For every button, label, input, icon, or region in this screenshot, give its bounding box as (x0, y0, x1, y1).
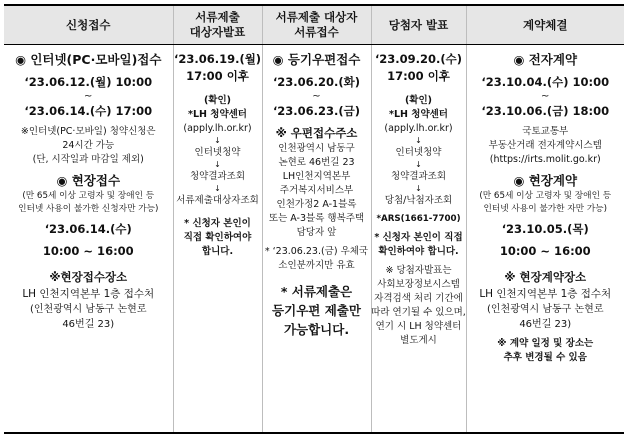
lh-center-url: (apply.lh.or.kr) (384, 123, 453, 134)
site-place-2: (인천광역시 남동구 논현로 (29, 304, 147, 315)
tilde: ~ (541, 91, 550, 102)
mail-address-5: 인천가정2 A-1블록 (276, 199, 357, 210)
cell-doc-submission (262, 45, 371, 434)
online-note-2: 24시간 가능 (62, 140, 115, 151)
lh-center-label: *LH 청약센터 (389, 109, 448, 120)
mail-end: ‘23.06.23.(금) (272, 104, 361, 118)
change-warning-2: 추후 변경될 수 있음 (503, 352, 587, 363)
online-note-3: (단, 시작일과 마감일 제외) (32, 154, 144, 165)
confirm-label: (확인) (404, 95, 433, 106)
winner-announce-time: 17:00 이후 (387, 69, 450, 83)
cell-application (4, 45, 173, 434)
contract-place-title: ※ 현장계약장소 (504, 270, 587, 284)
down-arrow-icon: ↓ (214, 184, 221, 193)
site-apply-title: ◉ 현장접수 (56, 173, 121, 188)
delay-note-1: ※ 당첨자발표는 (385, 265, 452, 276)
site-contract-note-2: 인터넷 사용이 불가한 자만 가능) (483, 204, 608, 214)
mail-only-note-1: * 서류제출은 (280, 284, 353, 299)
down-arrow-icon: ↓ (415, 136, 422, 145)
mail-only-note-2: 등기우편 제출만 (272, 303, 361, 318)
mail-start: ‘23.06.20.(화) (272, 75, 361, 89)
lh-center-label: *LH 청약센터 (188, 109, 247, 120)
header-row (4, 5, 624, 45)
ars-number: *ARS(1661-7700) (376, 214, 461, 224)
header-doc-submission: 서류제출 대상자 서류접수 (262, 5, 371, 45)
content-row (4, 45, 624, 434)
mail-address-6: 또는 A-3블록 행복주택 (268, 213, 365, 224)
tilde: ~ (84, 91, 93, 102)
self-check-note-3: 합니다. (201, 246, 234, 257)
down-arrow-icon: ↓ (415, 184, 422, 193)
header-doc-target-announce: 서류제출 대상자발표 (173, 5, 262, 45)
registered-mail-title: ◉ 등기우편접수 (272, 52, 361, 67)
schedule-table (4, 4, 624, 434)
org-name-1: 국토교통부 (522, 126, 569, 137)
online-end: ‘23.06.14.(수) 17:00 (24, 104, 153, 118)
mail-address-1: 인천광역시 남동구 (278, 143, 355, 154)
down-arrow-icon: ↓ (214, 160, 221, 169)
self-check-note-1: * 신청자 본인이 직접 (374, 232, 463, 243)
postmark-note-1: * ‘23.06.23.(금) 우체국 (264, 246, 369, 257)
site-place-title: ※현장접수장소 (49, 270, 128, 284)
mail-only-note-3: 가능합니다. (283, 322, 350, 337)
org-name-2: 부동산거래 전자계약시스템 (488, 140, 602, 151)
delay-note-4: 따라 연기될 수 있으며, (371, 307, 466, 318)
online-note-1: ※인터넷(PC·모바일) 청약신청은 (20, 126, 156, 137)
schedule-page (4, 4, 624, 434)
site-place-1: LH 인천지역본부 1층 접수처 (22, 288, 155, 300)
step-result-lookup: 청약결과조회 (390, 171, 447, 182)
site-contract-title: ◉ 현장계약 (513, 173, 578, 188)
site-contract-date: ‘23.10.05.(목) (501, 222, 589, 236)
contract-place-3: 46번길 23) (519, 319, 572, 330)
header-contract: 계약체결 (466, 5, 624, 45)
confirm-label: (확인) (203, 95, 232, 106)
header-application: 신청접수 (4, 5, 173, 45)
target-announce-time: 17:00 이후 (186, 69, 249, 83)
lh-center-url: (apply.lh.or.kr) (183, 123, 252, 134)
step-result-lookup: 청약결과조회 (189, 171, 246, 182)
self-check-note-2: 확인하여야 합니다. (378, 246, 459, 257)
delay-note-2: 사회보장정보시스템 (377, 279, 460, 290)
mail-address-title: ※ 우편접수주소 (275, 126, 358, 140)
target-announce-date: ‘23.06.19.(월) (173, 52, 262, 66)
site-place-3: 46번길 23) (62, 319, 115, 330)
self-check-note-2: 직접 확인하여야 (183, 232, 252, 243)
cell-winner-announce (371, 45, 466, 434)
delay-note-3: 자격검색 처리 기간에 (374, 293, 463, 304)
step-internet-apply: 인터넷청약 (194, 147, 241, 158)
e-contract-title: ◉ 전자계약 (513, 52, 578, 67)
tilde: ~ (312, 91, 321, 102)
down-arrow-icon: ↓ (214, 136, 221, 145)
mail-address-4: 주거복지서비스부 (279, 185, 354, 196)
mail-address-3: LH인천지역본부 (282, 171, 351, 182)
online-start: ‘23.06.12.(월) 10:00 (24, 75, 153, 89)
postmark-note-2: 소인분까지만 유효 (278, 260, 355, 271)
step-target-lookup: 서류제출대상자조회 (176, 195, 259, 206)
site-apply-date: ‘23.06.14.(수) (44, 222, 132, 236)
site-apply-note-1: (만 65세 이상 고령자 및 장애인 등 (22, 191, 155, 201)
contract-start: ‘23.10.04.(수) 10:00 (481, 75, 610, 89)
self-check-note-1: * 신청자 본인이 (184, 218, 251, 229)
site-apply-time: 10:00 ~ 16:00 (42, 244, 134, 258)
change-warning-1: ※ 계약 일정 및 장소는 (497, 338, 594, 349)
cell-doc-target-announce (173, 45, 262, 434)
cell-contract (466, 45, 624, 434)
online-apply-title: ◉ 인터넷(PC·모바일)접수 (15, 52, 162, 67)
down-arrow-icon: ↓ (415, 160, 422, 169)
delay-note-6: 별도게시 (400, 335, 437, 346)
step-internet-apply: 인터넷청약 (395, 147, 442, 158)
header-winner-announce: 당첨자 발표 (371, 5, 466, 45)
step-winner-lookup: 당첨/낙첨자조회 (384, 195, 453, 206)
contract-end: ‘23.10.06.(금) 18:00 (481, 104, 610, 118)
contract-place-1: LH 인천지역본부 1층 접수처 (479, 288, 612, 300)
winner-announce-date: ‘23.09.20.(수) (374, 52, 463, 66)
mail-address-7: 담당자 앞 (296, 227, 337, 238)
site-contract-time: 10:00 ~ 16:00 (499, 244, 591, 258)
delay-note-5: 연기 시 LH 청약센터 (375, 321, 462, 332)
org-url: (https://irts.molit.go.kr) (489, 154, 601, 165)
site-apply-note-2: 인터넷 사용이 불가한 신청자만 가능) (18, 204, 159, 214)
mail-address-2: 논현로 46번길 23 (278, 157, 355, 168)
site-contract-note-1: (만 65세 이상 고령자 및 장애인 등 (479, 191, 612, 201)
contract-place-2: (인천광역시 남동구 논현로 (486, 304, 604, 315)
